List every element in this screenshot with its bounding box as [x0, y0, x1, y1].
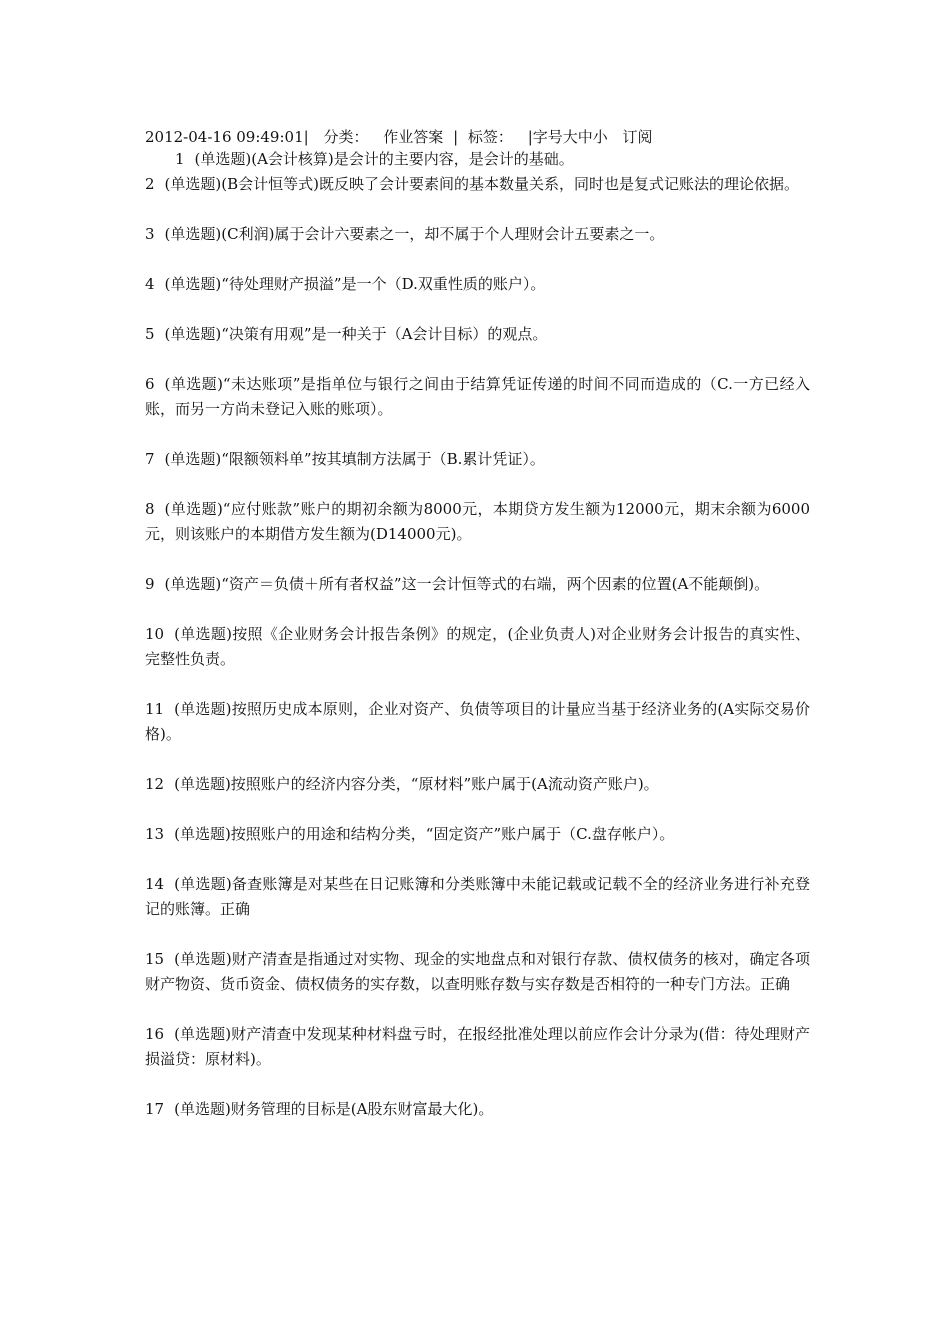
category-label: 分类：: [323, 128, 369, 146]
question-text: (单选题)“未达账项”是指单位与银行之间由于结算凭证传递的时间不同而造成的（C.一方已经入账，而另一方尚未登记入账的账项）。: [145, 375, 810, 418]
question-text: (单选题)财产清查中发现某种材料盘亏时，在报经批准处理以前应作会计分录为(借：待处理财产损溢贷：原材料)。: [145, 1025, 810, 1068]
question-text: (单选题)财务管理的目标是(A股东财富最大化)。: [174, 1100, 494, 1118]
question-number: 6: [145, 375, 155, 393]
question-text: (单选题)按照账户的经济内容分类，“原材料”账户属于(A流动资产账户)。: [174, 775, 659, 793]
question-item-7: [145, 447, 810, 472]
question-number: 16: [145, 1025, 165, 1043]
question-item-5: [145, 322, 810, 347]
question-number: 5: [145, 325, 155, 343]
question-item-2: [145, 172, 810, 197]
question-number: 9: [145, 575, 155, 593]
post-datetime: 2012-04-16 09:49:01|: [145, 128, 309, 146]
question-text: (单选题)(B会计恒等式)既反映了会计要素间的基本数量关系，同时也是复式记账法的理论依据。: [164, 175, 799, 193]
question-number: 11: [145, 700, 165, 718]
question-item-13: [145, 822, 810, 847]
question-item-14: [145, 872, 810, 922]
question-text: (单选题)财产清查是指通过对实物、现金的实地盘点和对银行存款、债权债务的核对，确定各项财产物资、货币资金、债权债务的实存数，以查明账存数与实存数是否相符的一种专门方法。正确: [145, 950, 810, 993]
question-number: 8: [145, 500, 155, 518]
question-item-15: [145, 947, 810, 997]
question-number: 17: [145, 1100, 165, 1118]
question-number: 14: [145, 875, 165, 893]
question-text: (单选题)“决策有用观”是一种关于（A会计目标）的观点。: [164, 325, 548, 343]
question-text: (单选题)按照历史成本原则，企业对资产、负债等项目的计量应当基于经济业务的(A实际交易价格)。: [145, 700, 810, 743]
question-item-9: [145, 572, 810, 597]
question-text: (单选题)(A会计核算)是会计的主要内容，是会计的基础。: [194, 150, 574, 168]
subscribe-link[interactable]: 订阅: [622, 128, 653, 146]
question-number: 10: [145, 625, 165, 643]
question-number: 2: [145, 175, 155, 193]
question-item-16: [145, 1022, 810, 1072]
question-number: 4: [145, 275, 155, 293]
question-item-10: [145, 622, 810, 672]
question-item-6: [145, 372, 810, 422]
question-number: 13: [145, 825, 165, 843]
question-item-3: [145, 222, 810, 247]
question-item-4: [145, 272, 810, 297]
question-number: 15: [145, 950, 165, 968]
question-text: (单选题)“资产＝负债＋所有者权益”这一会计恒等式的右端，两个因素的位置(A不能颠倒)。: [164, 575, 770, 593]
question-number: 3: [145, 225, 155, 243]
question-item-1: [145, 147, 810, 172]
question-text: (单选题)(C利润)属于会计六要素之一，却不属于个人理财会计五要素之一。: [164, 225, 665, 243]
post-meta: [145, 128, 810, 147]
question-number: 1: [175, 150, 185, 168]
tag-label: 标签：: [467, 128, 513, 146]
question-text: (单选题)按照《企业财务会计报告条例》的规定，(企业负责人)对企业财务会计报告的真实性、完整性负责。: [145, 625, 810, 668]
question-item-11: [145, 697, 810, 747]
category-link[interactable]: 作业答案: [383, 128, 444, 146]
meta-pipe: |: [453, 128, 459, 146]
question-item-12: [145, 772, 810, 797]
font-size-switch[interactable]: |字号大中小: [527, 128, 608, 146]
question-item-17: [145, 1097, 810, 1122]
question-number: 12: [145, 775, 165, 793]
document-page: [145, 128, 810, 1147]
question-text: (单选题)“待处理财产损溢”是一个（D.双重性质的账户）。: [164, 275, 546, 293]
question-number: 7: [145, 450, 155, 468]
question-text: (单选题)“应付账款”账户的期初余额为8000元，本期贷方发生额为12000元，期末余额为6000元，则该账户的本期借方发生额为(D14000元)。: [145, 500, 810, 543]
question-text: (单选题)备查账簿是对某些在日记账簿和分类账簿中未能记载或记载不全的经济业务进行补充登记的账簿。正确: [145, 875, 810, 918]
question-text: (单选题)“限额领料单”按其填制方法属于（B.累计凭证）。: [164, 450, 545, 468]
question-item-8: [145, 497, 810, 547]
question-text: (单选题)按照账户的用途和结构分类，“固定资产”账户属于（C.盘存帐户）。: [174, 825, 675, 843]
